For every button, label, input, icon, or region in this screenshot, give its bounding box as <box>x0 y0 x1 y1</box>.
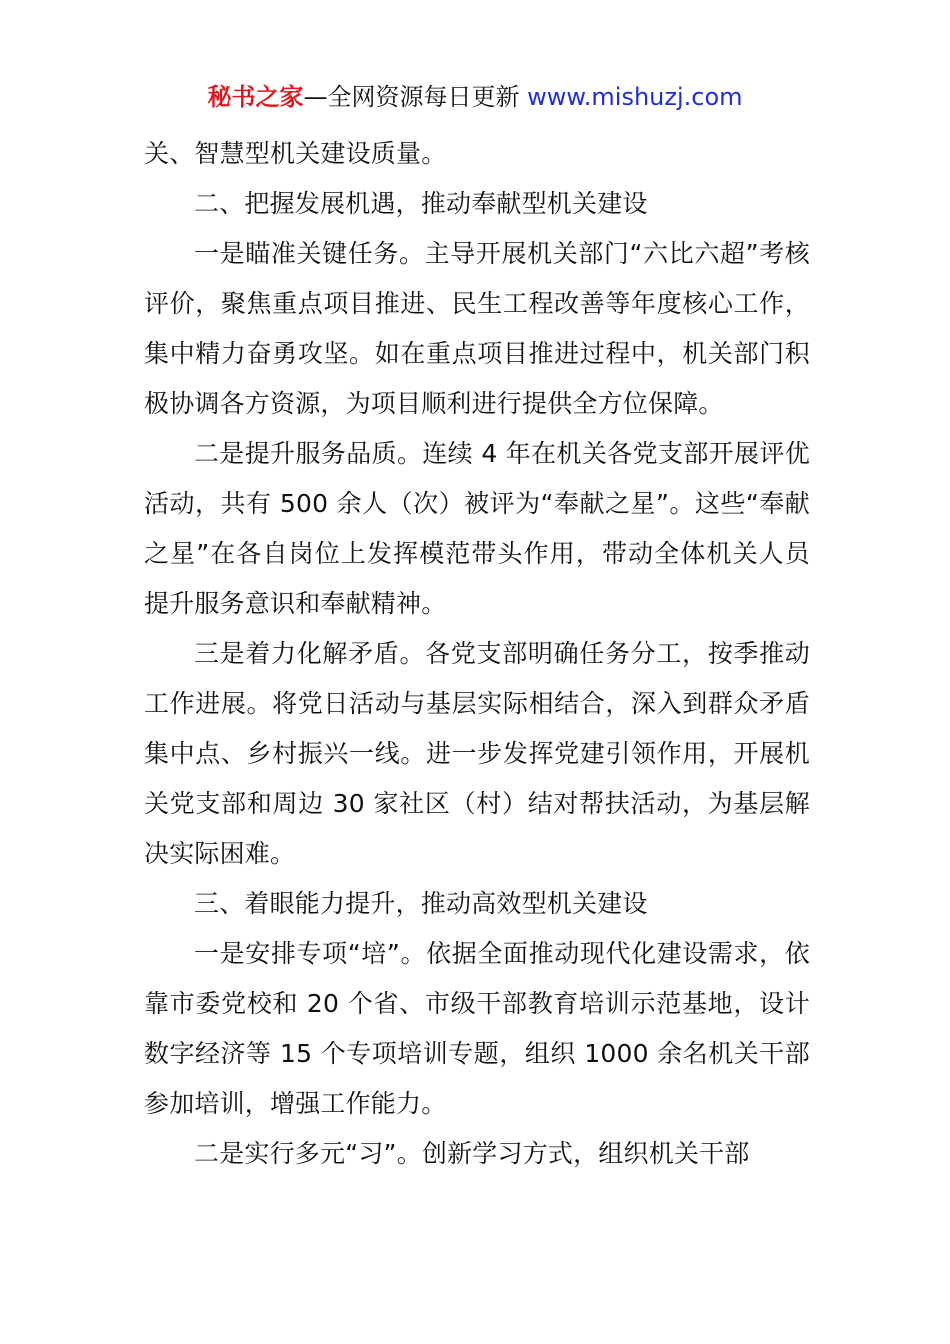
document-body <box>144 129 810 1179</box>
section-heading-3: 三、着眼能力提升，推动高效型机关建设 <box>194 889 648 918</box>
paragraph-diverse-learning: 二是实行多元“习”。创新学习方式，组织机关干部 <box>194 1139 750 1168</box>
page-header <box>0 80 950 114</box>
section-heading-2: 二、把握发展机遇，推动奉献型机关建设 <box>194 189 648 218</box>
header-tagline: —全网资源每日更新 <box>303 83 528 111</box>
paragraph-key-tasks: 一是瞄准关键任务。主导开展机关部门“六比六超”考核评价，聚焦重点项目推进、民生工程改善等年度核心工作，集中精力奋勇攻坚。如在重点项目推进过程中，机关部门积极协调各方资源，为项目顺利进行提供全方位保障。 <box>144 239 810 418</box>
brand-name: 秘书之家 <box>207 83 304 111</box>
paragraph-service-quality: 二是提升服务品质。连续 4 年在机关各党支部开展评优活动，共有 500 余人（次）被评为“奉献之星”。这些“奉献之星”在各自岗位上发挥模范带头作用，带动全体机关人员提升服务意识和奉献精神。 <box>144 439 810 618</box>
paragraph-continuation: 关、智慧型机关建设质量。 <box>144 139 447 168</box>
site-url-link[interactable]: www.mishuzj.com <box>527 83 743 111</box>
paragraph-special-training: 一是安排专项“培”。依据全面推动现代化建设需求，依靠市委党校和 20 个省、市级干部教育培训示范基地，设计数字经济等 15 个专项培训专题，组织 1000 余名机关干部参加培训，增强工作能力。 <box>144 939 810 1118</box>
paragraph-resolve-conflicts: 三是着力化解矛盾。各党支部明确任务分工，按季推动工作进展。将党日活动与基层实际相结合，深入到群众矛盾集中点、乡村振兴一线。进一步发挥党建引领作用，开展机关党支部和周边 30 家社区（村）结对帮扶活动，为基层解决实际困难。 <box>144 639 810 868</box>
